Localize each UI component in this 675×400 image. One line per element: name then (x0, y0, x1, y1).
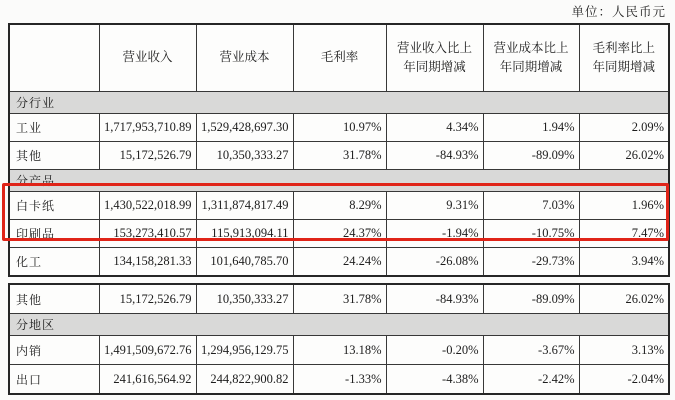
cell-margin: 31.78% (293, 142, 386, 170)
cell-revenue-yoy: -84.93% (386, 142, 483, 170)
header-cost: 营业成本 (196, 24, 293, 92)
cell-margin: 24.37% (293, 220, 386, 248)
cell-margin: 31.78% (293, 284, 386, 314)
cell-revenue: 1,491,509,672.76 (99, 336, 196, 365)
cell-revenue: 15,172,526.79 (99, 142, 196, 170)
cell-revenue-yoy: 9.31% (386, 192, 483, 220)
row-label: 其他 (9, 142, 99, 170)
cell-margin: 24.24% (293, 248, 386, 277)
cell-margin-yoy: 1.96% (579, 192, 669, 220)
cell-margin-yoy: 7.47% (579, 220, 669, 248)
cell-revenue: 153,273,410.57 (99, 220, 196, 248)
row-label: 内销 (9, 336, 99, 365)
cell-cost: 101,640,785.70 (196, 248, 293, 277)
section-label: 分地区 (9, 314, 669, 336)
header-blank (9, 24, 99, 92)
cell-cost-yoy: -10.75% (483, 220, 579, 248)
cell-margin: -1.33% (293, 365, 386, 395)
section-by-product (9, 170, 669, 192)
section-by-industry (9, 92, 669, 114)
cell-margin-yoy: -2.04% (579, 365, 669, 395)
cell-revenue: 134,158,281.33 (99, 248, 196, 277)
table-row-industrial (9, 114, 669, 142)
cell-revenue-yoy: -1.94% (386, 220, 483, 248)
financial-table-upper (8, 23, 670, 277)
cell-revenue: 1,717,953,710.89 (99, 114, 196, 142)
cell-cost-yoy: -2.42% (483, 365, 579, 395)
row-label: 工业 (9, 114, 99, 142)
cell-revenue-yoy: -4.38% (386, 365, 483, 395)
table-row-chemical (9, 248, 669, 277)
header-margin-yoy: 毛利率比上年同期增减 (579, 24, 669, 92)
cell-revenue-yoy: -26.08% (386, 248, 483, 277)
cell-cost: 10,350,333.27 (196, 284, 293, 314)
table-row-other-product (9, 284, 669, 314)
header-revenue: 营业收入 (99, 24, 196, 92)
header-cost-yoy: 营业成本比上年同期增减 (483, 24, 579, 92)
table-row-other-industry (9, 142, 669, 170)
table-row-printed-products (9, 220, 669, 248)
cell-cost-yoy: -29.73% (483, 248, 579, 277)
row-label: 印刷品 (9, 220, 99, 248)
cell-margin: 13.18% (293, 336, 386, 365)
header-row (9, 24, 669, 92)
cell-cost: 244,822,900.82 (196, 365, 293, 395)
cell-cost-yoy: -3.67% (483, 336, 579, 365)
row-label: 化工 (9, 248, 99, 277)
section-label: 分产品 (9, 170, 669, 192)
table-row-domestic (9, 336, 669, 365)
cell-cost-yoy: -89.09% (483, 284, 579, 314)
table-row-white-cardboard (9, 192, 669, 220)
cell-revenue: 241,616,564.92 (99, 365, 196, 395)
cell-cost: 1,294,956,129.75 (196, 336, 293, 365)
cell-revenue: 15,172,526.79 (99, 284, 196, 314)
cell-margin-yoy: 3.94% (579, 248, 669, 277)
row-label: 白卡纸 (9, 192, 99, 220)
section-label: 分行业 (9, 92, 669, 114)
cell-margin-yoy: 3.13% (579, 336, 669, 365)
cell-cost: 1,529,428,697.30 (196, 114, 293, 142)
row-label: 出口 (9, 365, 99, 395)
cell-margin-yoy: 2.09% (579, 114, 669, 142)
table-row-export (9, 365, 669, 395)
financial-table-lower (8, 283, 670, 395)
cell-margin-yoy: 26.02% (579, 284, 669, 314)
cell-revenue-yoy: -0.20% (386, 336, 483, 365)
cell-revenue: 1,430,522,018.99 (99, 192, 196, 220)
cell-revenue-yoy: -84.93% (386, 284, 483, 314)
unit-label: 单位：人民币元 (571, 5, 666, 19)
row-label: 其他 (9, 284, 99, 314)
header-revenue-yoy: 营业收入比上年同期增减 (386, 24, 483, 92)
header-margin: 毛利率 (293, 24, 386, 92)
cell-cost-yoy: 7.03% (483, 192, 579, 220)
cell-revenue-yoy: 4.34% (386, 114, 483, 142)
cell-cost: 115,913,094.11 (196, 220, 293, 248)
cell-cost-yoy: -89.09% (483, 142, 579, 170)
section-by-region (9, 314, 669, 336)
cell-cost: 1,311,874,817.49 (196, 192, 293, 220)
cell-margin: 8.29% (293, 192, 386, 220)
cell-cost-yoy: 1.94% (483, 114, 579, 142)
cell-margin-yoy: 26.02% (579, 142, 669, 170)
cell-margin: 10.97% (293, 114, 386, 142)
cell-cost: 10,350,333.27 (196, 142, 293, 170)
